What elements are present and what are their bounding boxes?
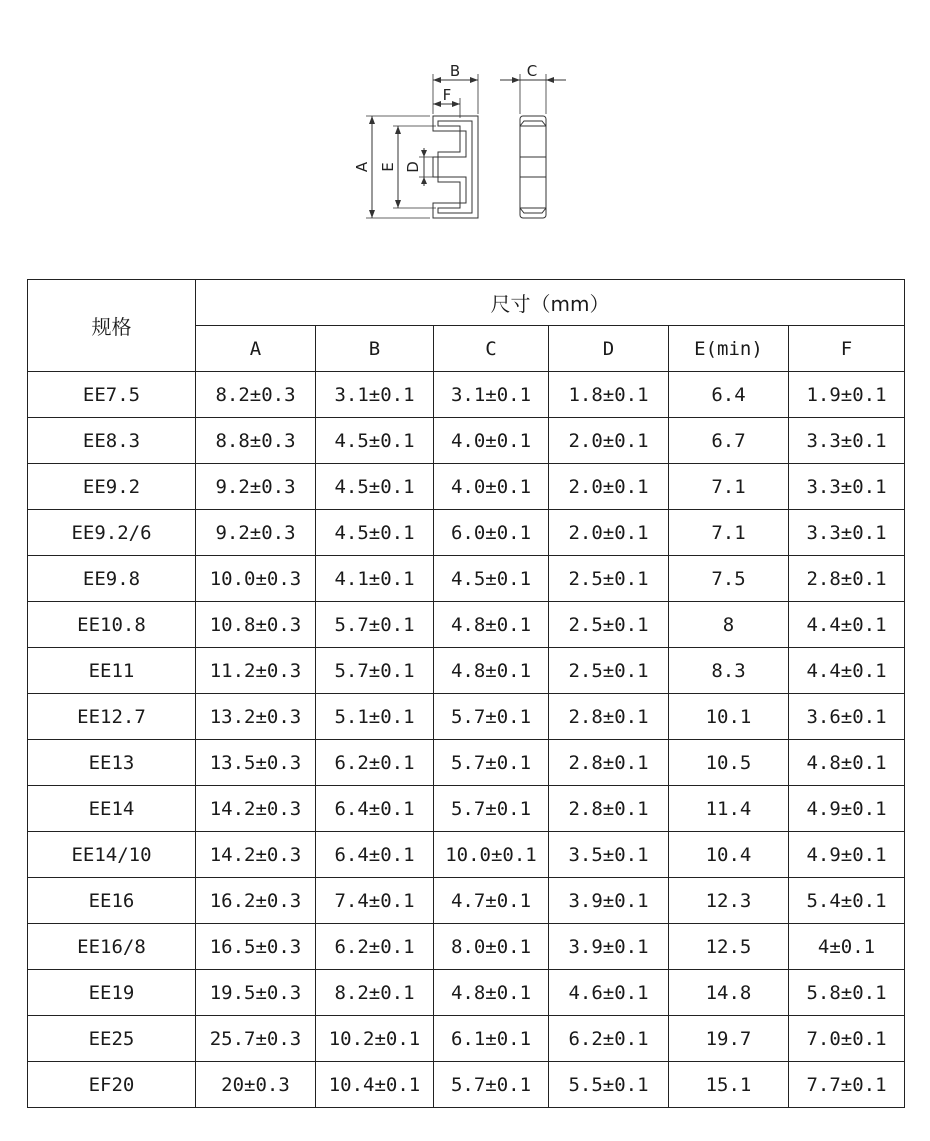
- dimension-cell: 11.4: [669, 786, 789, 832]
- model-cell: EE13: [28, 740, 196, 786]
- dimension-cell: 6.1±0.1: [434, 1016, 549, 1062]
- table-row: [28, 602, 905, 648]
- model-cell: EE8.3: [28, 418, 196, 464]
- dimension-group-label: 尺寸（mm）: [490, 292, 610, 316]
- label-d: D: [404, 161, 422, 173]
- dimension-cell: 6.0±0.1: [434, 510, 549, 556]
- column-header: F: [789, 326, 905, 372]
- dimension-cell: 6.2±0.1: [549, 1016, 669, 1062]
- dimension-cell: 5.1±0.1: [316, 694, 434, 740]
- dimension-cell: 10.5: [669, 740, 789, 786]
- dimension-cell: 8.2±0.3: [196, 372, 316, 418]
- dimension-cell: 5.7±0.1: [434, 1062, 549, 1108]
- column-header: B: [316, 326, 434, 372]
- core-dimension-diagram: [0, 0, 930, 260]
- dimension-cell: 4.9±0.1: [789, 832, 905, 878]
- dimension-cell: 14.8: [669, 970, 789, 1016]
- dimension-cell: 6.2±0.1: [316, 740, 434, 786]
- dimension-cell: 13.5±0.3: [196, 740, 316, 786]
- dimension-cell: 3.1±0.1: [434, 372, 549, 418]
- dimension-cell: 5.7±0.1: [434, 740, 549, 786]
- header-row-group: [28, 280, 905, 326]
- dimension-cell: 4.4±0.1: [789, 602, 905, 648]
- dimension-cell: 5.7±0.1: [316, 648, 434, 694]
- dimension-cell: 9.2±0.3: [196, 464, 316, 510]
- dimension-cell: 13.2±0.3: [196, 694, 316, 740]
- model-cell: EE7.5: [28, 372, 196, 418]
- dimension-cell: 19.7: [669, 1016, 789, 1062]
- dimension-cell: 11.2±0.3: [196, 648, 316, 694]
- side-view-chamfer: [520, 121, 546, 213]
- dimension-cell: 7.0±0.1: [789, 1016, 905, 1062]
- label-e: E: [379, 162, 397, 172]
- table-row: [28, 832, 905, 878]
- label-c: C: [526, 62, 538, 80]
- dimension-cell: 4.0±0.1: [434, 418, 549, 464]
- table-row: [28, 878, 905, 924]
- dimension-cell: 10.4±0.1: [316, 1062, 434, 1108]
- dimension-cell: 14.2±0.3: [196, 832, 316, 878]
- dimension-cell: 10.2±0.1: [316, 1016, 434, 1062]
- dimension-cell: 6.2±0.1: [316, 924, 434, 970]
- dimension-cell: 1.9±0.1: [789, 372, 905, 418]
- table-row: [28, 786, 905, 832]
- dimension-cell: 1.8±0.1: [549, 372, 669, 418]
- model-cell: EE9.2: [28, 464, 196, 510]
- dimension-cell: 4.0±0.1: [434, 464, 549, 510]
- table-row: [28, 556, 905, 602]
- dimension-cell: 4.1±0.1: [316, 556, 434, 602]
- table-row: [28, 648, 905, 694]
- dimension-cell: 15.1: [669, 1062, 789, 1108]
- dimension-cell: 2.8±0.1: [549, 740, 669, 786]
- dimension-cell: 3.9±0.1: [549, 924, 669, 970]
- dimension-cell: 5.7±0.1: [434, 786, 549, 832]
- model-cell: EE25: [28, 1016, 196, 1062]
- dimension-cell: 2.0±0.1: [549, 510, 669, 556]
- dimension-cell: 16.5±0.3: [196, 924, 316, 970]
- dimension-cell: 25.7±0.3: [196, 1016, 316, 1062]
- label-b: B: [449, 62, 461, 80]
- table-body: [28, 372, 905, 1108]
- dimension-cell: 6.4: [669, 372, 789, 418]
- dimension-cell: 10.0±0.3: [196, 556, 316, 602]
- dimension-cell: 2.8±0.1: [549, 694, 669, 740]
- dimension-cell: 3.6±0.1: [789, 694, 905, 740]
- dimension-cell: 6.7: [669, 418, 789, 464]
- dimension-cell: 3.3±0.1: [789, 464, 905, 510]
- dimension-cell: 2.0±0.1: [549, 418, 669, 464]
- model-cell: EE11: [28, 648, 196, 694]
- table-row: [28, 694, 905, 740]
- dimension-cell: 7.5: [669, 556, 789, 602]
- dimension-cell: 10.1: [669, 694, 789, 740]
- dimension-cell: 8.0±0.1: [434, 924, 549, 970]
- dimension-cell: 7.1: [669, 510, 789, 556]
- dimension-cell: 2.8±0.1: [549, 786, 669, 832]
- table-row: [28, 970, 905, 1016]
- label-f: F: [442, 86, 452, 104]
- dimension-cell: 2.5±0.1: [549, 556, 669, 602]
- dimension-cell: 4.5±0.1: [316, 510, 434, 556]
- column-header: C: [434, 326, 549, 372]
- side-view-outline: [520, 116, 546, 218]
- dimension-cell: 4.5±0.1: [316, 418, 434, 464]
- dimension-cell: 4.8±0.1: [434, 970, 549, 1016]
- dimension-cell: 2.5±0.1: [549, 648, 669, 694]
- dimension-cell: 6.4±0.1: [316, 832, 434, 878]
- table-row: [28, 464, 905, 510]
- dimension-cell: 12.3: [669, 878, 789, 924]
- dimension-cell: 7.7±0.1: [789, 1062, 905, 1108]
- dimension-cell: 5.7±0.1: [316, 602, 434, 648]
- dimension-cell: 19.5±0.3: [196, 970, 316, 1016]
- dimension-cell: 20±0.3: [196, 1062, 316, 1108]
- model-cell: EE14/10: [28, 832, 196, 878]
- dimension-cell: 2.0±0.1: [549, 464, 669, 510]
- e-core-outline: [433, 116, 478, 218]
- dimension-cell: 4.9±0.1: [789, 786, 905, 832]
- dimension-cell: 5.5±0.1: [549, 1062, 669, 1108]
- dimension-cell: 7.4±0.1: [316, 878, 434, 924]
- table-row: [28, 510, 905, 556]
- model-cell: EF20: [28, 1062, 196, 1108]
- dimension-cell: 3.1±0.1: [316, 372, 434, 418]
- dimension-cell: 2.5±0.1: [549, 602, 669, 648]
- column-header: D: [549, 326, 669, 372]
- column-header: E(min): [669, 326, 789, 372]
- dimension-cell: 10.4: [669, 832, 789, 878]
- dimension-group-header: [196, 280, 905, 326]
- table-row: [28, 924, 905, 970]
- dimension-cell: 5.7±0.1: [434, 694, 549, 740]
- dimension-cell: 3.5±0.1: [549, 832, 669, 878]
- dimension-cell: 4.7±0.1: [434, 878, 549, 924]
- dimension-cell: 4.5±0.1: [434, 556, 549, 602]
- dimension-cell: 4.8±0.1: [789, 740, 905, 786]
- dimension-cell: 8.3: [669, 648, 789, 694]
- e-core-inner-line: [438, 121, 472, 213]
- dimension-cell: 16.2±0.3: [196, 878, 316, 924]
- model-cell: EE9.8: [28, 556, 196, 602]
- column-header: A: [196, 326, 316, 372]
- table-row: [28, 740, 905, 786]
- dimension-cell: 12.5: [669, 924, 789, 970]
- dimension-cell: 4.8±0.1: [434, 648, 549, 694]
- model-header: 规格: [28, 280, 196, 372]
- dimension-cell: 5.8±0.1: [789, 970, 905, 1016]
- dimension-cell: 3.3±0.1: [789, 418, 905, 464]
- model-cell: EE12.7: [28, 694, 196, 740]
- model-cell: EE16/8: [28, 924, 196, 970]
- spec-table: [27, 279, 905, 1108]
- model-cell: EE16: [28, 878, 196, 924]
- dimension-cell: 8.8±0.3: [196, 418, 316, 464]
- dimension-cell: 9.2±0.3: [196, 510, 316, 556]
- dimension-cell: 4.4±0.1: [789, 648, 905, 694]
- dimension-cell: 8: [669, 602, 789, 648]
- dimension-cell: 4.5±0.1: [316, 464, 434, 510]
- model-cell: EE14: [28, 786, 196, 832]
- dimension-cell: 8.2±0.1: [316, 970, 434, 1016]
- model-cell: EE10.8: [28, 602, 196, 648]
- table-row: [28, 372, 905, 418]
- model-cell: EE19: [28, 970, 196, 1016]
- dimension-cell: 4.6±0.1: [549, 970, 669, 1016]
- dimension-cell: 2.8±0.1: [789, 556, 905, 602]
- table-row: [28, 418, 905, 464]
- dimension-cell: 6.4±0.1: [316, 786, 434, 832]
- label-a: A: [353, 161, 371, 173]
- dimension-cell: 10.8±0.3: [196, 602, 316, 648]
- dimension-cell: 4.8±0.1: [434, 602, 549, 648]
- table-row: [28, 1062, 905, 1108]
- dimension-cell: 10.0±0.1: [434, 832, 549, 878]
- dimension-cell: 4±0.1: [789, 924, 905, 970]
- dimension-cell: 14.2±0.3: [196, 786, 316, 832]
- dimension-cell: 7.1: [669, 464, 789, 510]
- dimension-cell: 3.9±0.1: [549, 878, 669, 924]
- dimension-cell: 3.3±0.1: [789, 510, 905, 556]
- dimension-cell: 5.4±0.1: [789, 878, 905, 924]
- model-cell: EE9.2/6: [28, 510, 196, 556]
- table-row: [28, 1016, 905, 1062]
